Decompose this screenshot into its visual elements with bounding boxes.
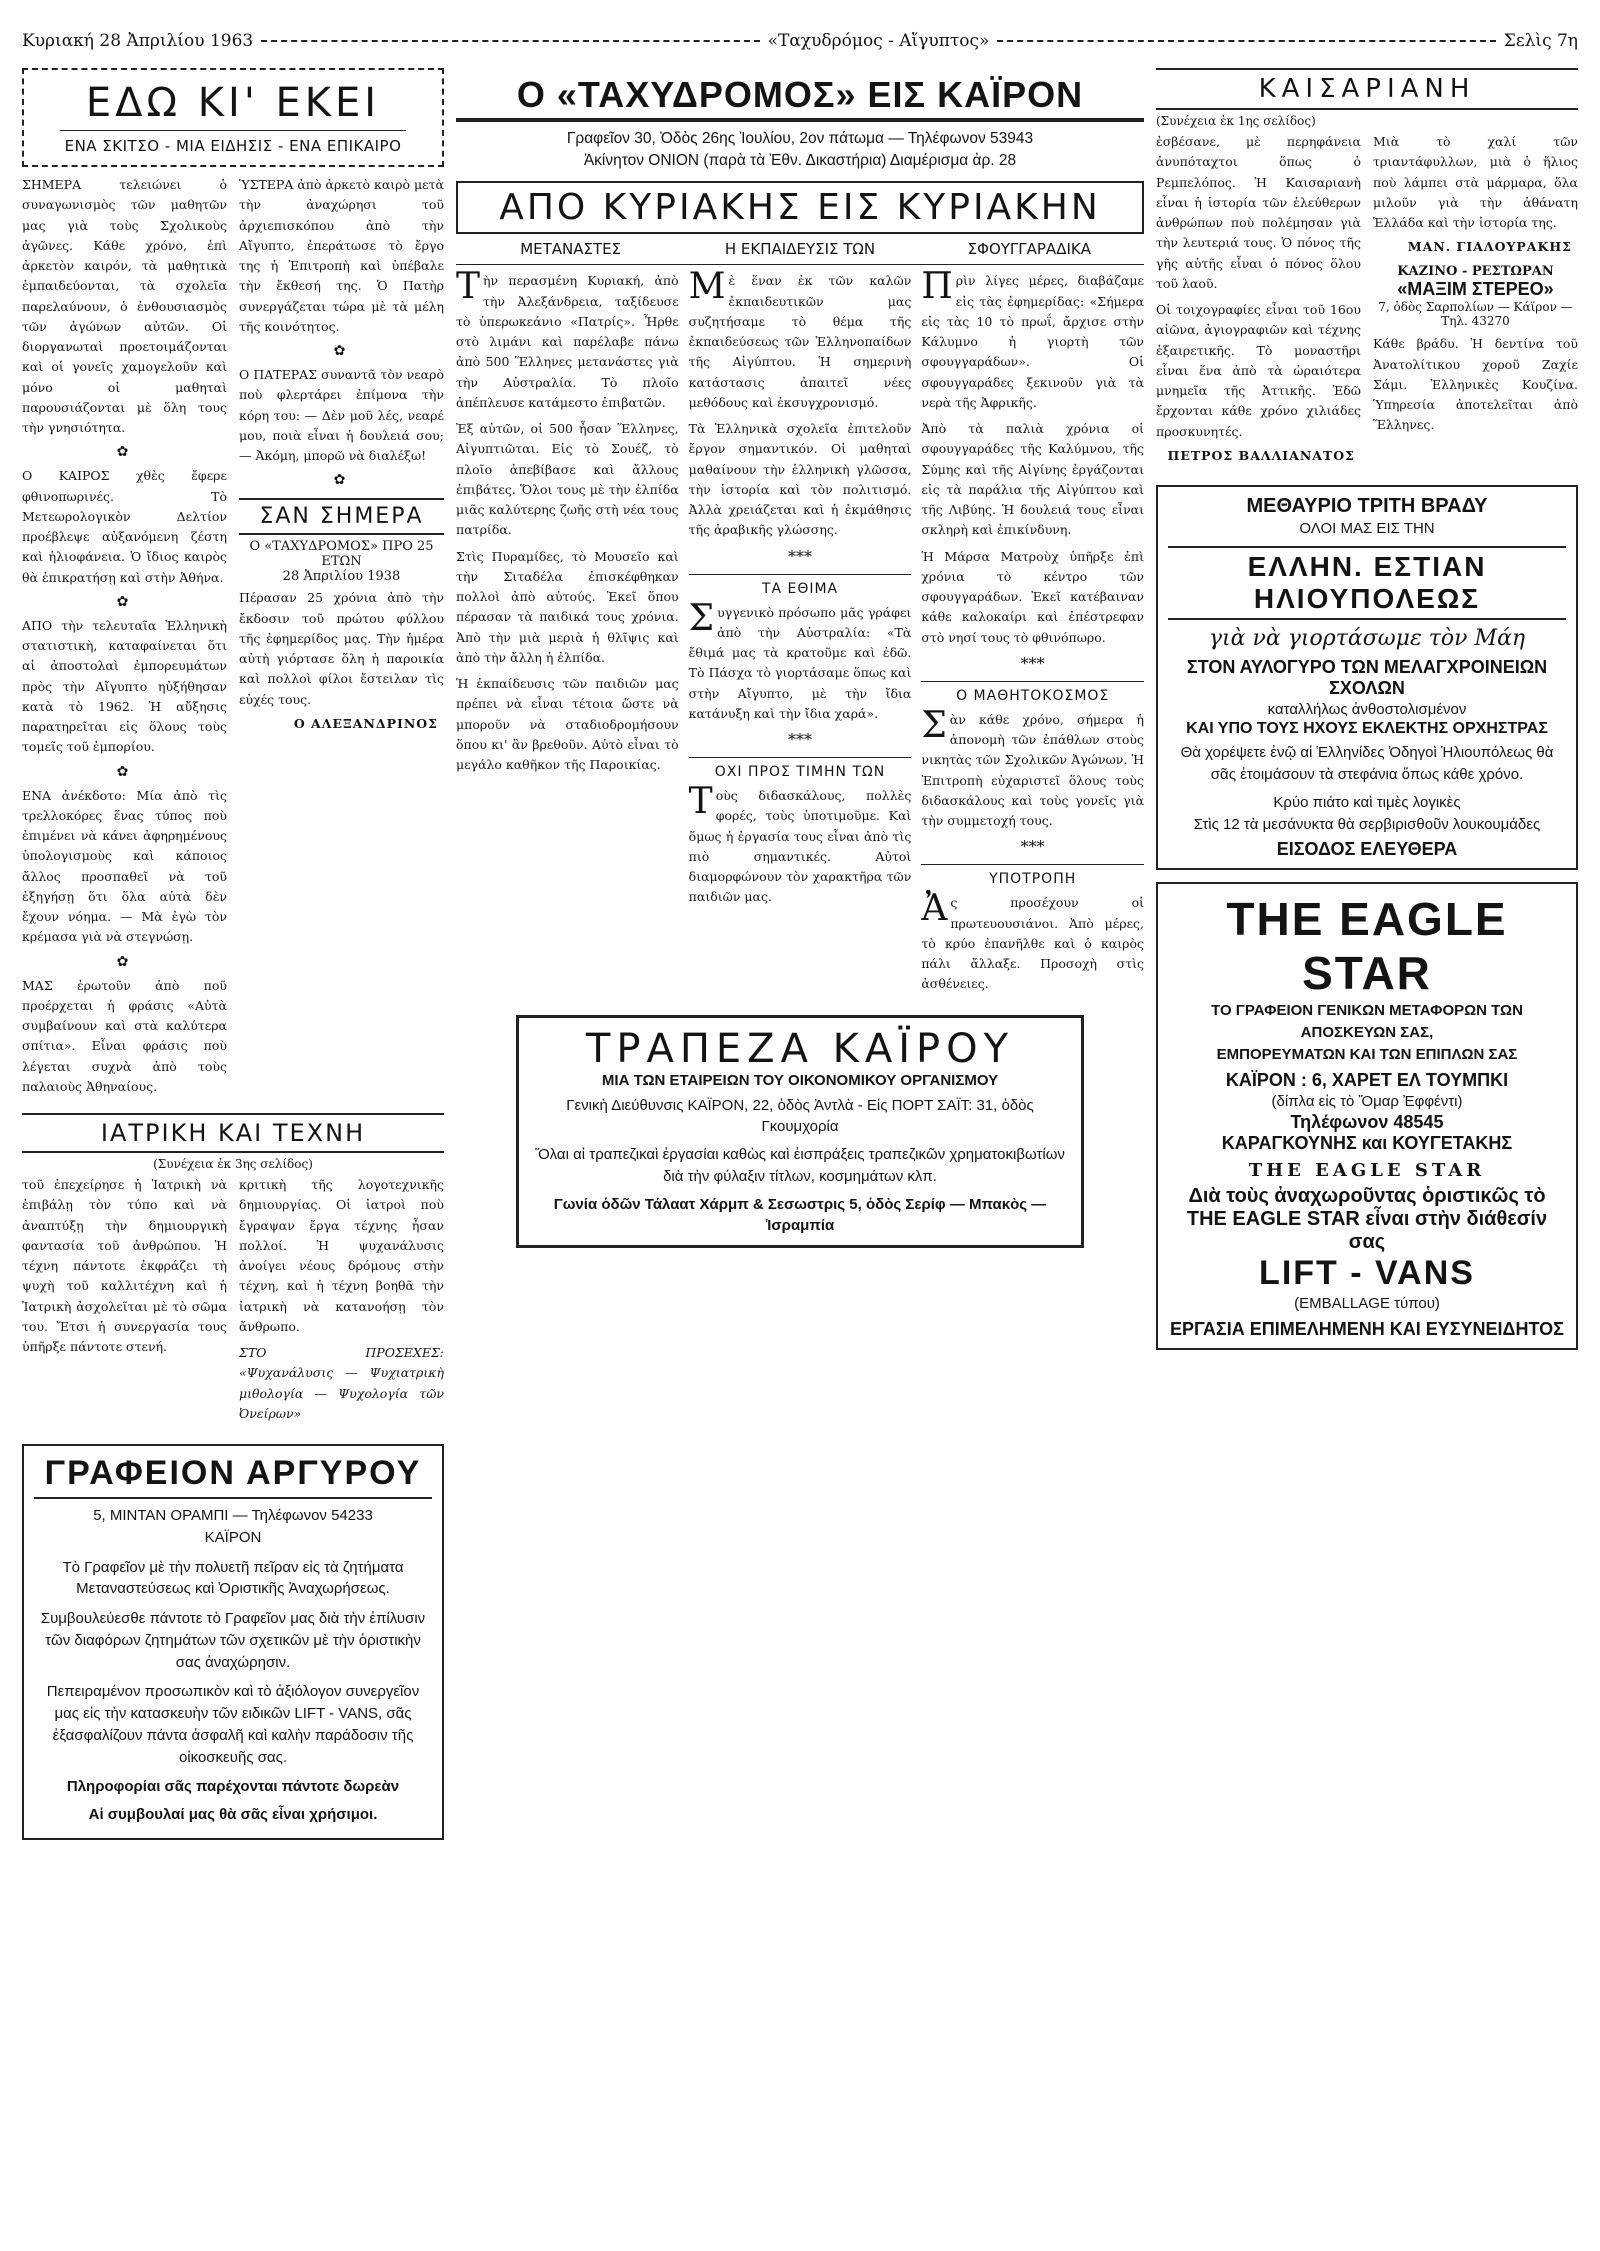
kaisariani-heading: ΚΑΙΣΑΡΙΑΝΗ bbox=[1156, 68, 1578, 110]
estia-line: ΚΑΙ ΥΠΟ ΤΟΥΣ ΗΧΟΥΣ ΕΚΛΕΚΤΗΣ ΟΡΧΗΣΤΡΑΣ bbox=[1186, 720, 1548, 738]
apo-kyriakis-heading: ΑΠΟ ΚΥΡΙΑΚΗΣ ΕΙΣ ΚΥΡΙΑΚΗΝ bbox=[456, 181, 1144, 234]
page-header bbox=[22, 24, 1578, 58]
article-paragraph: Τοὺς διδασκάλους, πολλὲς φορές, τοὺς ὑποτιμοῦμε. Καὶ ὅμως ἡ ἐργασία τους εἶναι ἀπὸ τὶς πιὸ σημαντικές. Αὐτοὶ διαμορφώνουν τὸν χαρακτῆρα τῶν παιδιῶν μας. bbox=[688, 781, 912, 905]
center-column bbox=[456, 68, 1144, 1248]
article-paragraph: Σὰν κάθε χρόνο, σήμερα ἡ ἀπονομὴ τῶν ἐπάθλων στοὺς νικητὰς τῶν Σχολικῶν Ἀγώνων. Ἡ Ἐπιτροπὴ εὐχαριστεῖ ὅλους τοὺς διδασκάλους καὶ τοὺς γονεῖς γιὰ τὴν συμμετοχή τους. bbox=[921, 704, 1145, 829]
article-paragraph: Συγγενικὸ πρόσωπο μᾶς γράφει ἀπὸ τὴν Αὐστραλία: «Τὰ ἔθιμά μας τὰ κρατοῦμε καὶ ἐδῶ. Τὸ Πάσχα τὸ γιορτάσαμε ὅπως καὶ στὴν Αἴγυπτο, μὲ τὴν ἴδια κατάνυξη καὶ τὴν ἴδια χαρά». bbox=[688, 597, 912, 721]
argyrou-ad bbox=[22, 1444, 444, 1840]
office-address bbox=[456, 128, 1144, 171]
eagle-line: ΚΑΪΡΟΝ : 6, ΧΑΡΕΤ ΕΛ ΤΟΥΜΠΚΙ bbox=[1225, 1069, 1509, 1090]
kazino-address: 7, ὁδὸς Σαρπολίων — Κάϊρον — Τηλ. 43270 bbox=[1378, 300, 1573, 329]
eagle-line: (EMBALLAGE τύπου) bbox=[1294, 1295, 1440, 1313]
estia-line: ΜΕΘΑΥΡΙΟ ΤΡΙΤΗ ΒΡΑΔΥ bbox=[1246, 494, 1488, 517]
separator-flower: ✿ bbox=[333, 343, 350, 359]
header-newspaper: «Ταχυδρόμος - Αἴγυπτος» bbox=[767, 31, 990, 51]
separator-flower: ✿ bbox=[333, 472, 350, 489]
section-subheadings bbox=[456, 234, 1144, 265]
kazino-heading: ΚΑΖΙΝΟ - ΡΕΣΤΩΡΑΝ bbox=[1397, 264, 1554, 280]
separator-flower: ✿ bbox=[116, 593, 133, 610]
left-column bbox=[22, 68, 444, 1840]
san-simera-signature: Ο ΑΛΕΞΑΝΔΡΙΝΟΣ bbox=[293, 715, 438, 731]
separator-stars: *** bbox=[788, 546, 812, 566]
eagle-line: ΤΟ ΓΡΑΦΕΙΟΝ ΓΕΝΙΚΩΝ ΜΕΤΑΦΟΡΩΝ ΤΩΝ ΑΠΟΣΚΕΥΩΝ ΣΑΣ, bbox=[1211, 1002, 1523, 1041]
office-address-line: Γραφεῖον 30, Ὁδὸς 26ης Ἰουλίου, 2ον πάτωμα — Τηλέφωνον 53943 bbox=[566, 130, 1034, 147]
article-paragraph: τοῦ ἐπεχείρησε ἡ Ἰατρικὴ νὰ ἐπιβάλῃ τὸν τύπο καὶ νὰ ἀναπτύξῃ τὴν δημιουργικὴ φαντασία τοῦ ἀνθρώπου. Ἡ τέχνη πάντοτε ἐκφράζει τὴ ψυχὴ τοῦ καλλιτέχνη καὶ ἡ Ἰατρικὴ ἀσχολεῖται μὲ τὸ σῶμα του. Ἔτσι ἡ συνεργασία τους ὑπῆρξε πάντοτε στενή. bbox=[22, 1177, 227, 1354]
ypotropi-heading: ΥΠΟΤΡΟΠΗ bbox=[921, 864, 1144, 887]
trapeza-address: Γενικὴ Διεύθυνσις ΚΑΪΡΟΝ, 22, ὁδὸς Ἀντλὰ - Εἰς ΠΟΡΤ ΣΑΪΤ: 31, ὁδὸς Γκουμχορία bbox=[566, 1096, 1034, 1136]
article-paragraph: Οἱ τοιχογραφίες εἶναι τοῦ 16ου αἰῶνα, ἀγιογραφιῶν καὶ τέχνης ἐξαιρετικῆς. Τὸ μοναστῆρι εἶναι ἕνα ἀπὸ τὰ ὡραιότερα μνημεῖα τῆς Ἀττικῆς. Ἐδῶ ἔρχονται κάθε χρόνο χιλιάδες προσκυνητές. bbox=[1156, 302, 1361, 439]
trapeza-title: ΤΡΑΠΕΖΑ ΚΑΪΡΟΥ bbox=[585, 1025, 1015, 1072]
article-paragraph: ΕΝΑ ἀνέκδοτο: Μία ἀπὸ τὶς τρελλοκόρες ἕνας τύπος ποὺ ἐπιμένει νὰ κάνει ἀφηρημένους ὑπολογισμοὺς καὶ κάποιος ἄλλος προσπαθεῖ νὰ τοῦ ἐξηγήσῃ ὅτι ὅλα αὐτὰ δὲν ἔχουν νόημα. — Μὰ ἐγὼ τὸν κρέμασα γιὰ νὰ στεγνώσῃ. bbox=[22, 787, 227, 945]
article-paragraph: Τὰ Ἑλληνικὰ σχολεῖα ἐπιτελοῦν ἔργον σημαντικόν. Οἱ μαθηταὶ μαθαίνουν τὴν ἑλληνικὴ γλῶσσα, τὴν ἱστορία καὶ τὸν πολιτισμό. Ἀλλὰ χρειάζεται καὶ ἡ ἐκμάθησις τῆς ἀραβικῆς γλώσσης. bbox=[688, 421, 912, 538]
edo-ki-ekei-subtitle: ΕΝΑ ΣΚΙΤΣΟ - ΜΙΑ ΕΙΔΗΣΙΣ - ΕΝΑ ΕΠΙΚΑΙΡΟ bbox=[60, 130, 406, 155]
eagle-line: THE EAGLE STAR bbox=[1248, 1160, 1486, 1182]
separator-stars: *** bbox=[1020, 837, 1045, 857]
separator-stars: *** bbox=[788, 730, 812, 750]
iatriki-heading: ΙΑΤΡΙΚΗ ΚΑΙ ΤΕΧΝΗ bbox=[22, 1113, 444, 1153]
article-paragraph: ἐσβέσανε, μὲ περηφάνεια ἀνυπόταχτοι ὅπως ὁ Ρεμπελόπος. Ἡ Καισαριανὴ εἶναι ἡ ἱστορία τῶν ἐλεύθερων ἀνθρώπων ποὺ πολέμησαν γιὰ τὴν λευτεριά τους. Ὁ πόνος τῆς γῆς αὐτῆς εἶναι ὁ πόνος ὅλου τοῦ λαοῦ. bbox=[1156, 134, 1361, 291]
separator-stars: *** bbox=[1020, 653, 1045, 673]
subheading-ekpaideusis: Η ΕΚΠΑΙΔΕΥΣΙΣ ΤΩΝ bbox=[724, 240, 876, 259]
trapeza-text: Ὅλαι αἱ τραπεζικαὶ ἐργασίαι καθὼς καὶ ἐισπράξεις τραπεζικῶν χρηματοκιβωτίων διὰ τὴν φύλαξιν τίτλων, κοσμημάτων κλπ. bbox=[535, 1146, 1065, 1185]
article-paragraph: ΜΑΣ ἐρωτοῦν ἀπὸ ποῦ προέρχεται ἡ φράσις «Αὐτὰ συμβαίνουν καὶ στὰ καλύτερα σπίτια». Εἶναι φράσις ποὺ λέγεται συχνὰ ἀπὸ τοὺς παλαιοὺς Ἀθηναίους. bbox=[22, 977, 227, 1094]
san-simera-date: 28 Ἀπριλίου 1938 bbox=[282, 569, 401, 585]
iatriki-continuation: (Συνέχεια ἐκ 3ης σελίδος) bbox=[153, 1157, 313, 1171]
subheading-metanastes: ΜΕΤΑΝΑΣΤΕΣ bbox=[520, 240, 622, 259]
right-column bbox=[1156, 68, 1578, 1350]
taxydromos-kairon-title: Ο «ΤΑΧΥΔΡΟΜΟΣ» ΕΙΣ ΚΑΪΡΟΝ bbox=[456, 68, 1144, 122]
separator-flower: ✿ bbox=[116, 953, 133, 970]
san-simera-text: Πέρασαν 25 χρόνια ἀπὸ τὴν ἔκδοσιν τοῦ πρώτου φύλλου τῆς ἐφημερίδος μας. Τὴν ἡμέρα αὐτὴ γιόρτασε ὅλη ἡ παροικία καὶ πολλοὶ φίλοι ἔστειλαν τὶς εὐχές τους. bbox=[239, 590, 444, 707]
article-paragraph: Ο ΚΑΙΡΟΣ χθὲς ἔφερε φθινοπωρινές. Τὸ Μετεωρολογικὸν Δελτίον προέβλεψε αὐξανόμενη ζέστη καὶ ἡλιοφάνεια. Ὁ ἴδιος καιρὸς θὰ ἐπικρατήσῃ καὶ στὴν Ἀθήνα. bbox=[22, 468, 227, 585]
edo-ki-ekei-title: ΕΔΩ ΚΙ' ΕΚΕΙ bbox=[85, 80, 381, 126]
eagle-line: Διὰ τοὺς ἀναχωροῦντας ὁριστικῶς τὸ THE EAGLE STAR εἶναι στὴν διάθεσίν σας bbox=[1186, 1185, 1548, 1254]
article-paragraph: Ο ΠΑΤΕΡΑΣ συναντᾶ τὸν νεαρὸ ποὺ φλερτάρει ἐπίμονα τὴν κόρη του: — Δὲν μοῦ λές, νεαρέ μου, ποιὰ εἶναι ἡ δουλειά σου; — Ἀκόμη, μπορῶ νὰ διαλέξω! bbox=[239, 367, 444, 463]
article-paragraph: Ἐξ αὐτῶν, οἱ 500 ἦσαν Ἕλληνες, Αἰγυπτιῶται. Εἰς τὸ Σουέζ, τὸ πλοῖο ἀπεβίβασε καὶ ἄλλους ἐπιβάτες. Ὅλοι τους μὲ τὴν ἐλπίδα μιᾶς καλύτερης ζωῆς στὴ νέα τους πατρίδα. bbox=[456, 421, 679, 538]
argyrou-text: Αἱ συμβουλαί μας θὰ σᾶς εἶναι χρήσιμοι. bbox=[88, 1806, 378, 1823]
subheading-sfouggaradika: ΣΦΟΥΓΓΑΡΑΔΙΚΑ bbox=[967, 240, 1091, 259]
author-signature: ΠΕΤΡΟΣ ΒΑΛΛΙΑΝΑΤΟΣ bbox=[1167, 447, 1355, 463]
article-paragraph: Ἀς προσέχουν οἱ πρωτευουσιάνοι. Ἀπὸ μέρες, τὸ κρύο ἐπανῆλθε καὶ ὁ καιρὸς πάλι ἄλλαξε. Προσοχὴ στὶς ἀσθένειες. bbox=[921, 888, 1145, 992]
edo-ki-ekei-box bbox=[22, 68, 444, 167]
article-paragraph: Ἀπὸ τὰ παλιὰ χρόνια οἱ σφουγγαράδες τῆς Καλύμνου, τῆς Σύμης καὶ τῆς Αἰγίνης ἐργάζονται εἰς τὰ παράλια τῆς Αἰγύπτου καὶ τῆς Λιβύης. Ἡ δουλειά τους εἶναι σκληρὴ καὶ ἐπικίνδυνη. bbox=[921, 421, 1145, 538]
argyrou-address: 5, ΜΙΝΤΑΝ ΟΡΑΜΠΙ — Τηλέφωνον 54233 bbox=[93, 1507, 373, 1524]
kaisariani-continuation: (Συνέχεια ἐκ 1ης σελίδος) bbox=[1156, 114, 1316, 128]
article-paragraph: Μὲ ἕναν ἐκ τῶν καλῶν ἐκπαιδευτικῶν μας συζητήσαμε τὸ θέμα τῆς ἐκπαιδεύσεως τῶν Ἑλληνοπαίδων τῆς Αἰγύπτου. Ἡ σημερινὴ κατάστασις ἀπαιτεῖ νέες μεθόδους καὶ ἐκσυγχρονισμό. bbox=[688, 266, 912, 410]
estia-ad bbox=[1156, 485, 1578, 871]
separator-flower: ✿ bbox=[116, 444, 133, 461]
estia-line: Θὰ χορέψετε ἐνῷ αἱ Ἑλληνίδες Ὀδηγοὶ Ἡλιουπόλεως θὰ σᾶς ἐτοιμάσουν τὰ στεφάνια ὅπως κάθε χρόνο. bbox=[1180, 744, 1554, 783]
header-divider-right bbox=[997, 40, 1495, 42]
article-paragraph: ΑΠΟ τὴν τελευταῖα Ἑλληνικὴ στατιστικὴ, καταφαίνεται ὅτι αἱ ἀποστολαὶ ἐμπορευμάτων πρὸς τὴν Αἴγυπτο ηὐξήθησαν κατὰ τὸ 1962. Ἡ αὔξησις παρατηρεῖται εἰς ὅλους τοὺς τομεῖς τοῦ ἐμπορίου. bbox=[22, 617, 227, 755]
argyrou-title: ΓΡΑΦΕΙΟΝ ΑΡΓΥΡΟΥ bbox=[34, 1454, 432, 1499]
iatriki-body bbox=[22, 1175, 444, 1430]
kaisariani-signature: ΜΑΝ. ΓΙΑΛΟΥΡΑΚΗΣ bbox=[1407, 239, 1572, 255]
article-paragraph: Στὶς Πυραμίδες, τὸ Μουσεῖο καὶ τὴν Σιταδέλα ἐπισκέφθηκαν πολλοὶ ἀπὸ αὐτούς. Ἐκεῖ ὅπου πέρασαν τὰ παιδικά τους χρόνια. Ἀπὸ τὴν μιὰ μεριὰ ἡ θλῖψις καὶ ἀπὸ τὴν ἄλλη ἡ ἐλπίδα. bbox=[456, 548, 679, 665]
kazino-name: «ΜΑΞΙΜ ΣΤΕΡΕΟ» bbox=[1397, 279, 1554, 300]
estia-line: ΟΛΟΙ ΜΑΣ ΕΙΣ ΤΗΝ bbox=[1299, 519, 1435, 537]
argyrou-text: Τὸ Γραφεῖον μὲ τὴν πολυετῆ πεῖραν εἰς τὰ ζητήματα Μεταναστεύσεως καὶ Ὁριστικῆς Ἀναχωρήσεως. bbox=[62, 1558, 404, 1598]
trapeza-kairou-ad bbox=[516, 1015, 1084, 1249]
ta-ethima-heading: ΤΑ ΕΘΙΜΑ bbox=[689, 574, 912, 597]
article-paragraph: ΣΗΜΕΡΑ τελειώνει ὁ συναγωνισμὸς τῶν μαθητῶν μας γιὰ τοὺς Σχολικοὺς ἀγῶνες. Κάθε χρόνο, ἐπὶ ἀρκετὸν καιρόν, τὰ μαθητικὰ ἐμπαιδεύονται, τὰ σχολεῖα παρελαύνουν, ὁ ἐνθουσιασμὸς τῶν ἀγώνων αὐτῶν. Οἱ διοργανωταὶ προετοιμάζονται καὶ οἱ γονεῖς χαμογελοῦν καὶ μόνο οἱ μαθηταὶ παρουσιάζονται μὲ ὅλη τους τὴν γνησιότητα. bbox=[22, 177, 227, 435]
estia-line: Στὶς 12 τὰ μεσάνυκτα θὰ σερβιρισθοῦν λουκουμάδες bbox=[1193, 815, 1541, 833]
estia-line: γιὰ νὰ γιορτάσωμε τὸν Μάη bbox=[1208, 625, 1526, 651]
eagle-owners: ΚΑΡΑΓΚΟΥΝΗΣ και ΚΟΥΓΕΤΑΚΗΣ bbox=[1221, 1133, 1513, 1154]
separator-flower: ✿ bbox=[116, 763, 133, 780]
estia-line: ΕΙΣΟΔΟΣ ΕΛΕΥΘΕΡΑ bbox=[1276, 839, 1458, 860]
article-paragraph: Πρὶν λίγες μέρες, διαβάζαμε εἰς τὰς ἐφημερίδας: «Σήμερα εἰς τὰς 10 τὸ πρωΐ, ἄρχισε στὴν Κάλυμνο ἡ γιορτὴ τῶν σφουγγαράδων». Οἱ σφουγγαράδες ξεκινοῦν γιὰ τὰ νερὰ τῆς Ἀφρικῆς. bbox=[921, 266, 1145, 410]
argyrou-text: Πεπειραμένον προσωπικὸν καὶ τὸ ἀξιόλογον συνεργεῖον μας εἰς τὴν κατασκευὴν τῶν ειδικῶν LIFT - VANS, σᾶς ἐξασφαλίζουν πάντα ἀσφαλῆ καὶ καλὴν παράδοσιν τῆς οἰκοσκευῆς σας. bbox=[46, 1683, 420, 1766]
eagle-phone: Τηλέφωνον 48545 bbox=[1290, 1112, 1444, 1133]
eagle-lift-vans: LIFT - VANS bbox=[1259, 1254, 1475, 1293]
iatriki-next: ΣΤΟ ΠΡΟΣΕΧΕΣ: «Ψυχανάλυσις — Ψυχιατρικὴ μιθολογία — Ψυχολογία τῶν Ὀνείρων» bbox=[239, 1345, 444, 1421]
trapeza-subtitle: ΜΙΑ ΤΩΝ ΕΤΑΙΡΕΙΩΝ ΤΟΥ ΟΙΚΟΝΟΜΙΚΟΥ ΟΡΓΑΝΙΣΜΟΥ bbox=[601, 1071, 999, 1089]
header-date: Κυριακή 28 Ἀπριλίου 1963 bbox=[22, 31, 254, 51]
estia-line: ΣΤΟΝ ΑΥΛΟΓΥΡΟ ΤΩΝ ΜΕΛΑΓΧΡΟΙΝΕΙΩΝ ΣΧΟΛΩΝ bbox=[1186, 656, 1548, 698]
san-simera-subtitle: Ο «ΤΑΧΥΔΡΟΜΟΣ» ΠΡΟ 25 ΕΤΩΝ bbox=[249, 539, 434, 570]
estia-title: ΕΛΛΗΝ. ΕΣΤΙΑΝ ΗΛΙΟΥΠΟΛΕΩΣ bbox=[1168, 546, 1566, 620]
estia-line: καταλλήλως ἀνθοστολισμένον bbox=[1267, 700, 1467, 718]
article-paragraph: Μιὰ τὸ χαλί τῶν τριαντάφυλλων, μιὰ ὁ ἥλιος ποὺ λάμπει στὰ μάρμαρα, ὅλα μιλοῦν γιὰ τὴν ἀθάνατη Ἑλλάδα καὶ τὴν ἱστορία της. bbox=[1373, 134, 1578, 230]
eagle-line: ΕΡΓΑΣΙΑ ΕΠΙΜΕΛΗΜΕΝΗ ΚΑΙ ΕΥΣΥΝΕΙΔΗΤΟΣ bbox=[1170, 1319, 1564, 1339]
argyrou-text: Συμβουλεύεσθε πάντοτε τὸ Γραφεῖον μας διὰ τὴν ἐπίλυσιν τῶν διαφόρων ζητημάτων τῶν σχετικῶν μὲ τὴν ὁριστικὴν σας ἀναχώρησιν. bbox=[40, 1610, 426, 1671]
edo-ki-ekei-body bbox=[22, 175, 444, 1103]
eagle-line: (δίπλα εἰς τὸ Ὄμαρ Ἐφφέντι) bbox=[1271, 1092, 1463, 1110]
mathitokosmos-heading: Ο ΜΑΘΗΤΟΚΟΣΜΟΣ bbox=[921, 681, 1144, 704]
eagle-star-ad bbox=[1156, 882, 1578, 1350]
article-paragraph: Ἡ Μάρσα Ματροὺχ ὑπῆρξε ἐπὶ χρόνια τὸ κέντρο τῶν σφουγγαράδων. Ἐκεῖ κατέβαιναν κάθε καλοκαίρι καὶ ἐπέστρεφαν στὸ νησί τους τὸ φθινόπωρο. bbox=[921, 548, 1145, 645]
oxi-pros-timin-heading: ΟΧΙ ΠΡΟΣ ΤΙΜΗΝ ΤΩΝ bbox=[689, 757, 912, 780]
eagle-line: ΕΜΠΟΡΕΥΜΑΤΩΝ ΚΑΙ ΤΩΝ ΕΠΙΠΛΩΝ ΣΑΣ bbox=[1216, 1045, 1518, 1063]
eagle-star-title: THE EAGLE STAR bbox=[1226, 893, 1508, 1000]
trapeza-branch: Γωνία ὁδῶν Τάλαατ Χάρμπ & Σεσωστρις 5, ὁδὸς Σερίφ — Μπακὸς — Ἰσραμπία bbox=[553, 1195, 1047, 1235]
estia-line: Κρύο πιάτο καὶ τιμὲς λογικὲς bbox=[1273, 793, 1461, 811]
apo-kyriakis-body bbox=[456, 266, 1145, 1000]
article-paragraph: Τὴν περασμένη Κυριακή, ἀπὸ τὴν Ἀλεξάνδρεια, ταξίδευσε τὸ ὑπερωκεάνιο «Πατρίς». Ἦρθε στὸ λιμάνι καὶ παρέλαβε πάνω ἀπὸ 500 Ἕλληνες μετανάστες γιὰ τὴν Αὐστραλία. Τὸ πλοῖο ἀπέπλευσε κατάμεστο ἐπιβατῶν. bbox=[456, 266, 679, 410]
argyrou-city: ΚΑΪΡΟΝ bbox=[204, 1528, 262, 1546]
san-simera-heading: ΣΑΝ ΣΗΜΕΡΑ bbox=[239, 498, 444, 535]
argyrou-text: Πληροφορίαι σᾶς παρέχονται πάντοτε δωρεὰν bbox=[66, 1778, 400, 1796]
kaisariani-body bbox=[1156, 132, 1578, 473]
office-address-line: Ἀκίνητον ΟΝΙΟΝ (παρὰ τὰ Ἐθν. Δικαστήρια) Διαμέρισμα ἀρ. 28 bbox=[583, 151, 1017, 169]
kazino-text: Κάθε βράδυ. Ἡ δεντίνα τοῦ Ἀνατολίτικου χοροῦ Ζαχίε Σάμι. Ἑλληνικὲς Κουζίνα. Ὑπηρεσία ἀποτελεῖται ἀπὸ Ἕλληνες. bbox=[1373, 336, 1578, 433]
header-divider bbox=[261, 40, 759, 42]
article-paragraph: ὙΣΤΕΡΑ ἀπὸ ἀρκετὸ καιρὸ μετὰ τὴν ἀναχώρησι τοῦ ἀρχιεπισκόπου ἀπὸ τὴν Αἴγυπτο, ἐπεράτωσε τὸ ἔργο της ἡ Ἐπιτροπὴ καὶ ὑπέβαλε τὴν ἔκθεσή της. Ὁ Πατὴρ συνεργάζεται τώρα μὲ τὰ μέλη τῆς κοινότητος. bbox=[239, 177, 444, 334]
article-paragraph: Ἡ ἐκπαίδευσις τῶν παιδιῶν μας πρέπει νὰ εἶναι τέτοια ὥστε νὰ μποροῦν νὰ σταδιοδρομήσουν ὅπου κι' ἂν βρεθοῦν. Αὐτὸ εἶναι τὸ μεγάλο καθῆκον τῆς Παροικίας. bbox=[456, 676, 679, 773]
article-paragraph: κριτικὴ τῆς λογοτεχνικῆς δημιουργίας. Οἱ ἰατροὶ ποὺ ἔγραψαν ἔργα τέχνης ἦσαν πολλοί. Ἡ ψυχανάλυσις ἀνοίγει νέους δρόμους στὴν τέχνη, καὶ ἡ τέχνη βοηθᾶ τὴν ἰατρικὴ νὰ κατανοήσῃ τὸν ἄνθρωπο. bbox=[239, 1177, 444, 1334]
header-page-number: Σελὶς 7η bbox=[1503, 31, 1578, 51]
